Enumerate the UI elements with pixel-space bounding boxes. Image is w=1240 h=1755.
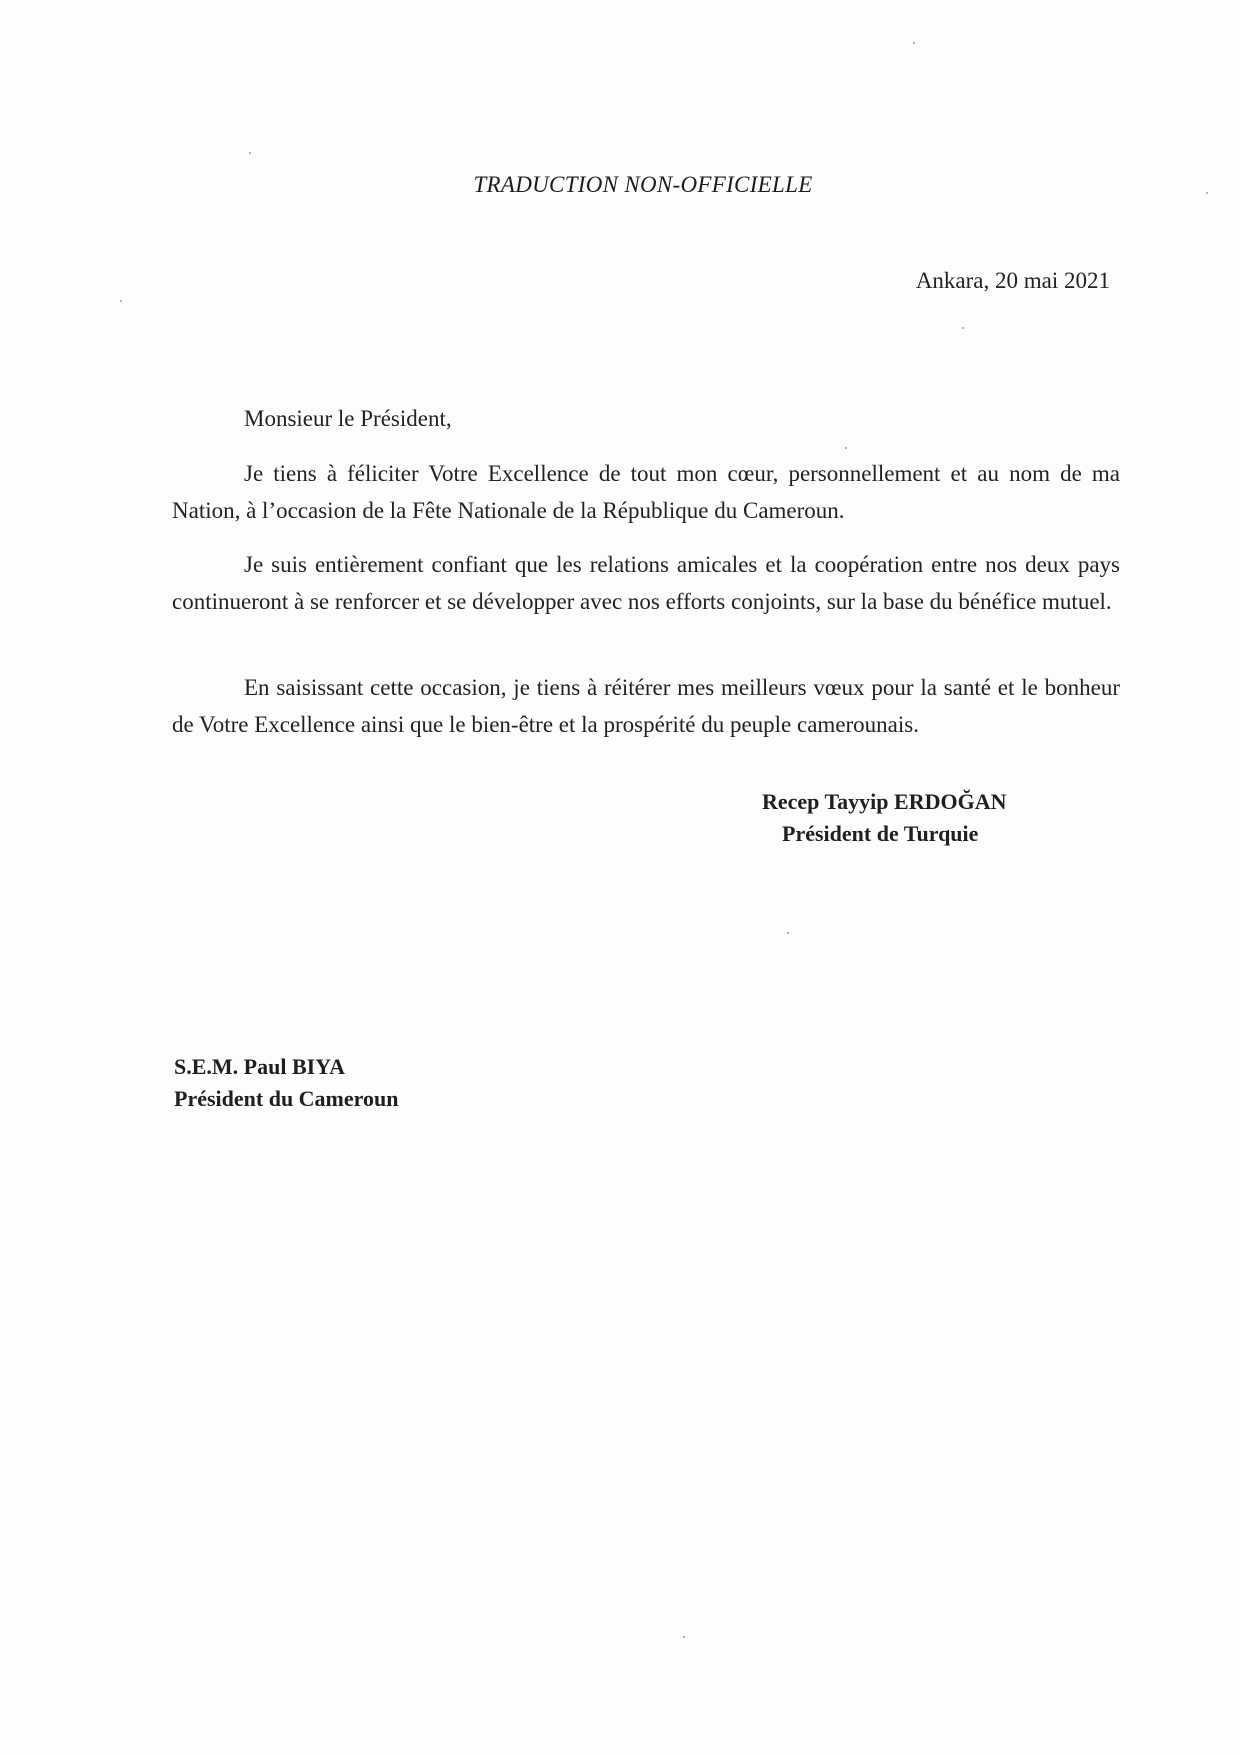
scan-speck [845,447,847,449]
addressee-title: Président du Cameroun [174,1086,399,1111]
scan-speck [913,42,915,44]
addressee-block [174,1051,399,1115]
body-paragraph: Je tiens à féliciter Votre Excellence de tout mon cœur, personnellement et au nom de ma Nation, à l’occasion de la Fête Nationale de la République du Cameroun. [172,461,1120,523]
dateline: Ankara, 20 mai 2021 [915,268,1110,293]
scan-speck [1206,192,1208,194]
salutation: Monsieur le Président, [244,406,452,431]
scan-speck [120,300,122,302]
body-paragraph: Je suis entièrement confiant que les relations amicales et la coopération entre nos deux pays continueront à se renforcer et se développer avec nos efforts conjoints, sur la base du bénéfice mutuel. [172,552,1120,614]
signatory-name: Recep Tayyip ERDOĞAN [762,789,1007,814]
signature-block [762,786,1006,850]
scan-speck [962,327,964,329]
document-heading: TRADUCTION NON-OFFICIELLE [473,172,813,197]
scan-speck [787,932,789,934]
scan-speck [683,1636,685,1638]
body-paragraph: En saisissant cette occasion, je tiens à réitérer mes meilleurs vœux pour la santé et le bonheur de Votre Excellence ainsi que le bien-être et la prospérité du peuple camerounais. [172,675,1120,737]
addressee-name: S.E.M. Paul BIYA [174,1054,345,1079]
signatory-title: Président de Turquie [782,821,979,846]
scan-speck [249,152,251,154]
